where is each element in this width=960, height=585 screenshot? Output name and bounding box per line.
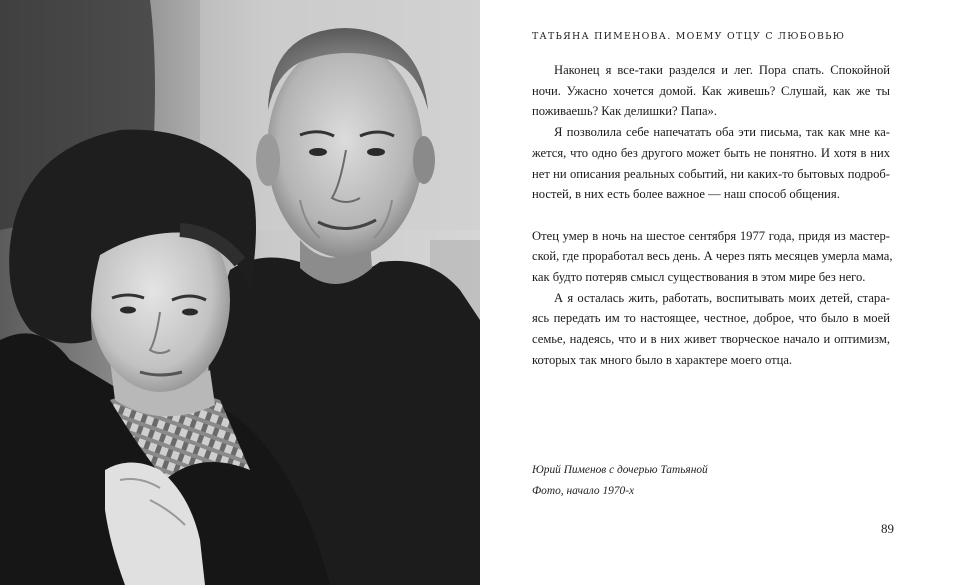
text-line: Наконец я все-таки разделся и лег. Пора спать. Спокойной <box>554 63 890 77</box>
text-line: семье, надеясь, что и в них живет творческое начало и оптимизм, <box>532 332 890 347</box>
text-line: поживаешь? Как делишки? Папа». <box>532 104 718 119</box>
text-line: как будто потеряв смысл существования в этом мире без него. <box>532 270 866 285</box>
body-text <box>532 60 893 371</box>
text-page <box>480 0 960 585</box>
page-number: 89 <box>881 521 894 536</box>
text-line: ской, где проработал весь день. А через пять месяцев умерла мама, <box>532 249 893 264</box>
photo-caption <box>532 460 862 502</box>
text-line: ночи. Ужасно хочется домой. Как живешь? Слушай, как же ты <box>532 83 890 98</box>
text-line: нет ни описания реальных событий, ни каких-то бытовых подроб- <box>532 166 890 181</box>
text-line: жется, что одно без другого может быть не понятно. И хотя в них <box>532 145 890 160</box>
paragraph-gap <box>532 205 890 226</box>
caption-line: Фото, начало 1970-х <box>532 485 635 497</box>
text-line: Я позволила себе напечатать оба эти письма, так как мне ка- <box>554 125 890 140</box>
text-line: которых так много было в характере моего отца. <box>532 352 793 367</box>
text-line: ностей, в них есть более важное — наш способ общения. <box>532 187 840 202</box>
text-line: ясь передать им то настоящее, честное, доброе, что было в моей <box>532 311 890 326</box>
text-line: А я осталась жить, работать, воспитывать моих детей, стара- <box>554 290 890 305</box>
caption-line: Юрий Пименов с дочерью Татьяной <box>532 464 708 476</box>
text-line: Отец умер в ночь на шестое сентября 1977 года, придя из мастер- <box>532 228 890 243</box>
running-head: ТАТЬЯНА ПИМЕНОВА. МОЕМУ ОТЦУ С ЛЮБОВЬЮ <box>532 31 846 42</box>
